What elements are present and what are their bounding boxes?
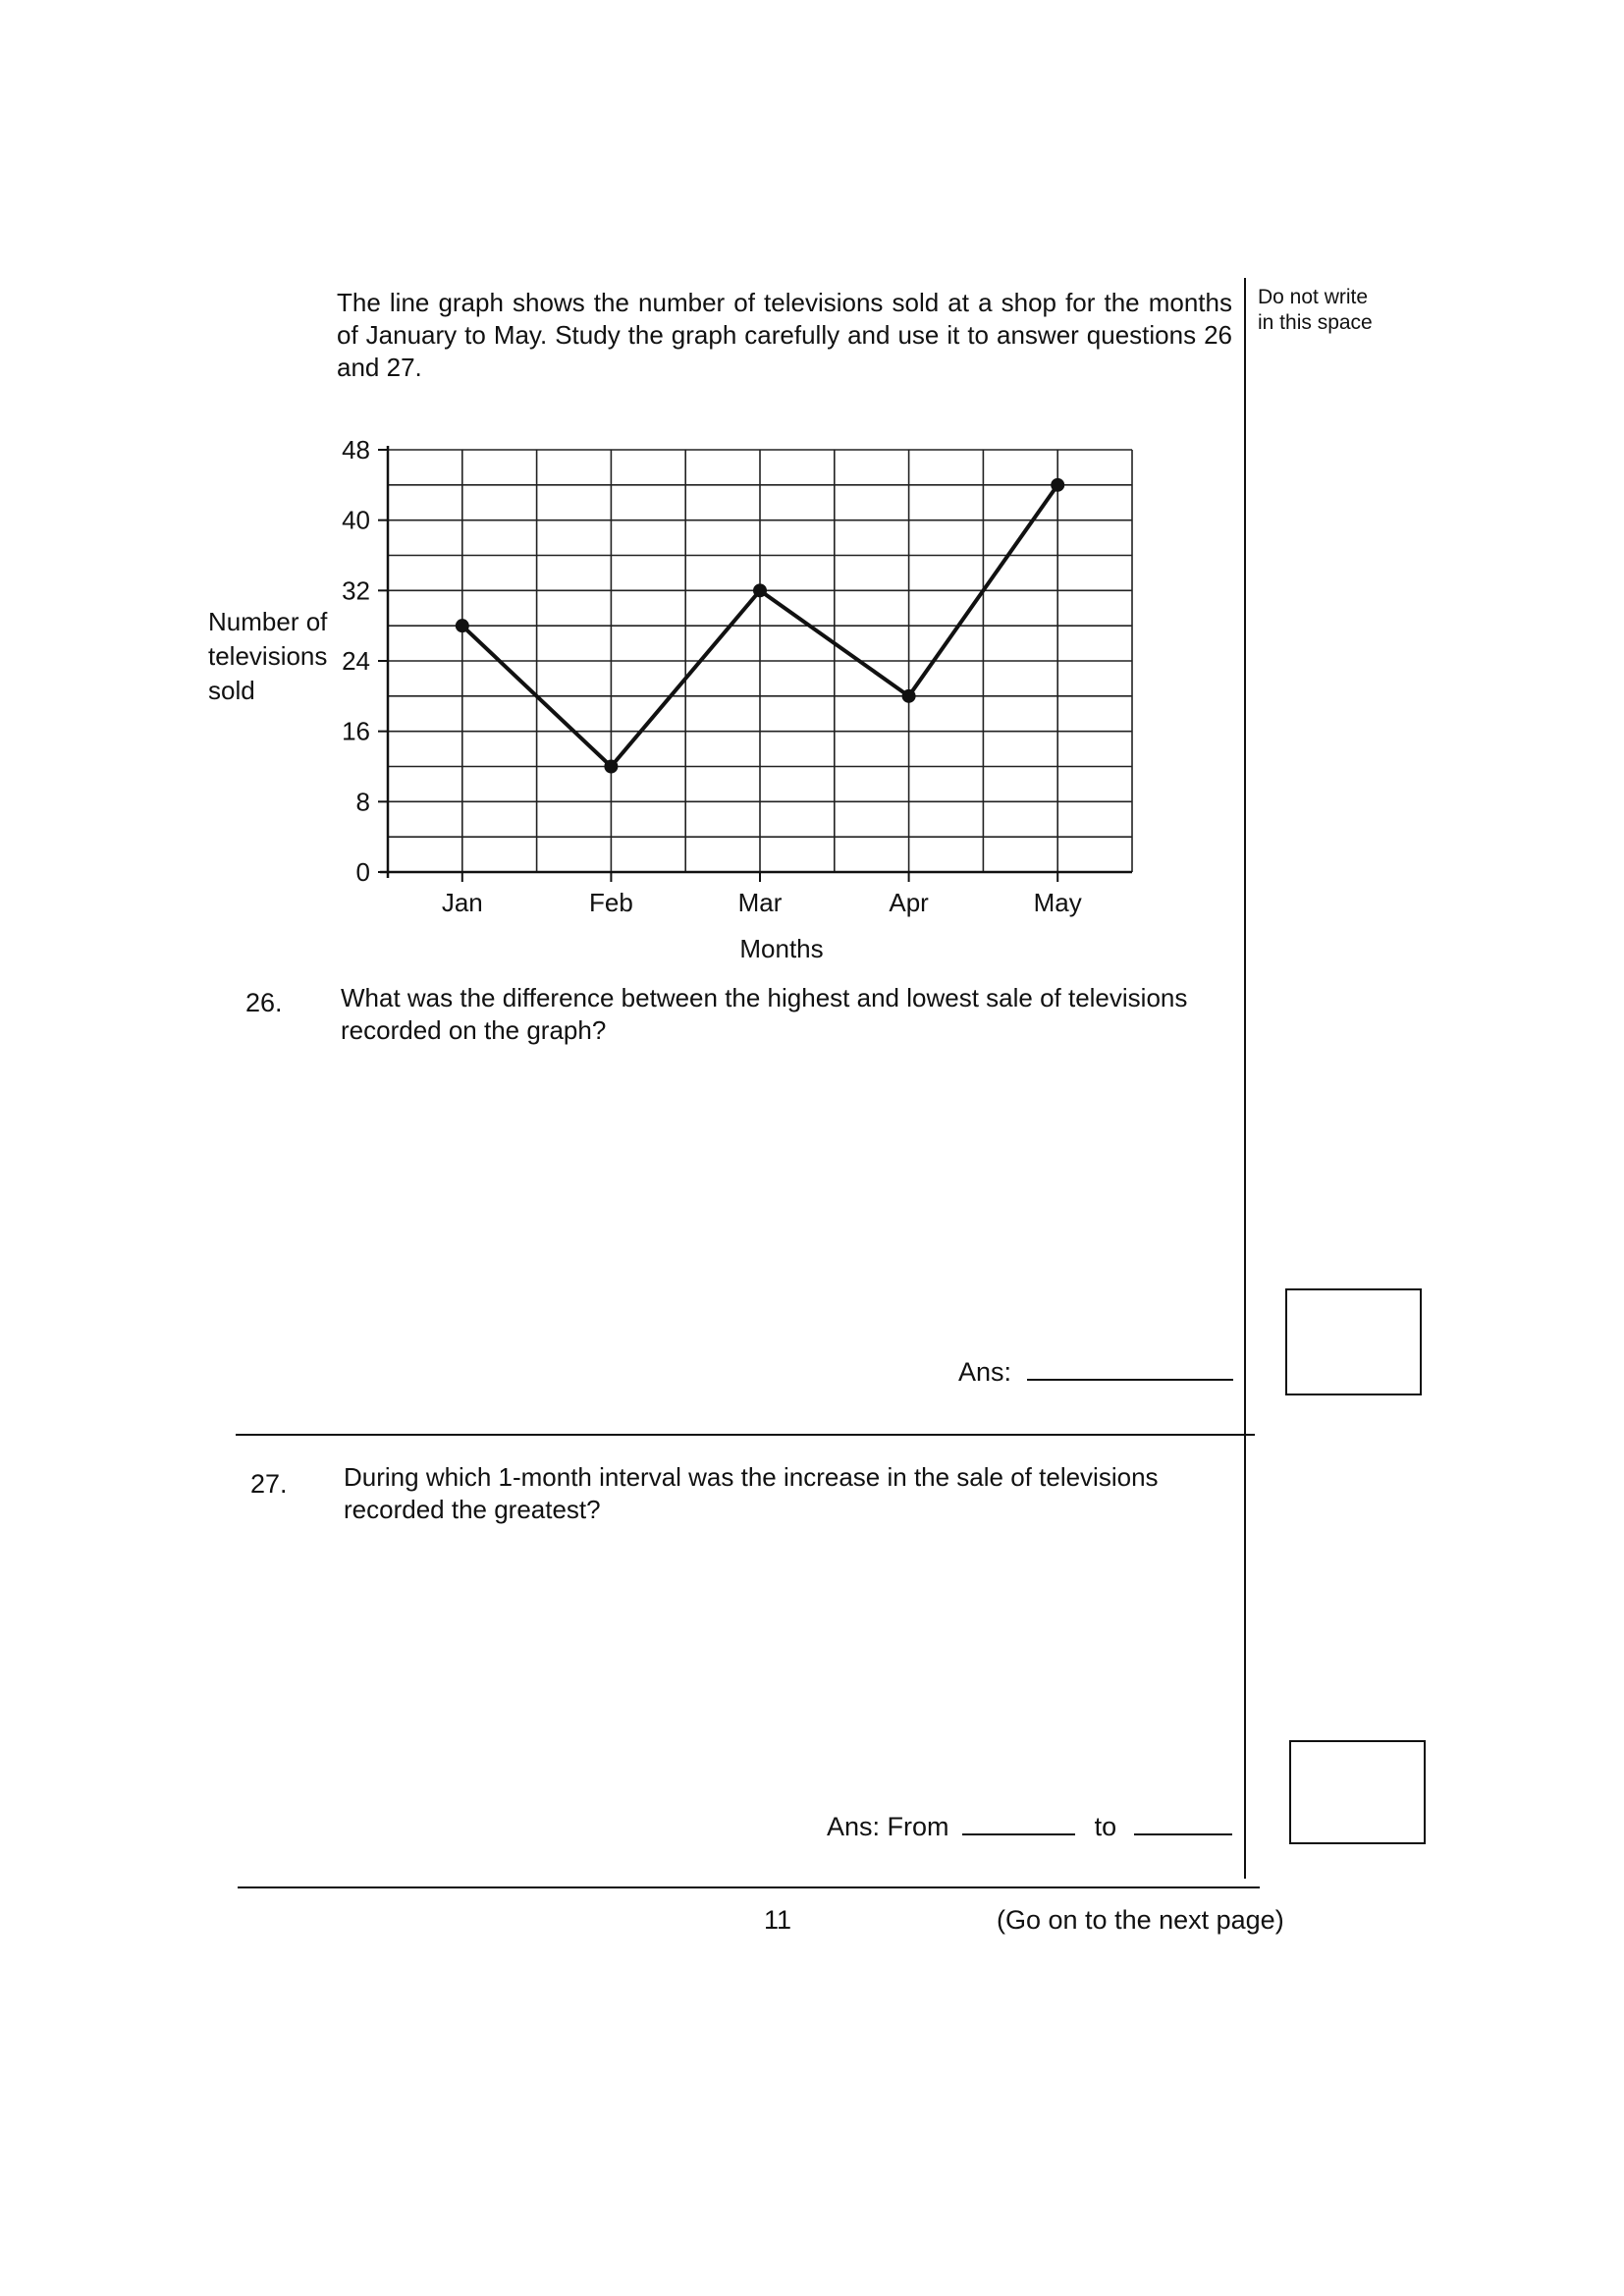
- y-tick-labels: [342, 435, 370, 887]
- answer-27: [827, 1812, 1232, 1842]
- y-tick-label: 24: [342, 646, 370, 676]
- line-chart: [0, 0, 1624, 982]
- y-axis-label: [208, 607, 328, 705]
- intro-paragraph: The line graph shows the number of televisions sold at a shop for the months of January to May. Study the graph carefully and use it to answer questions 26 and 27.: [337, 288, 1232, 382]
- answer-26-label: Ans:: [958, 1357, 1012, 1387]
- answer-27-to-blank[interactable]: [1134, 1833, 1232, 1835]
- page-number: 11: [764, 1905, 792, 1935]
- x-axis-label: Months: [739, 934, 824, 963]
- x-tick-label: May: [1033, 888, 1082, 917]
- y-axis-label-line: sold: [208, 676, 255, 705]
- y-tick-label: 16: [342, 716, 370, 746]
- y-tick-label: 32: [342, 575, 370, 606]
- question-divider: [236, 1434, 1255, 1436]
- margin-note-line-1: Do not write: [1258, 286, 1369, 308]
- y-tick-label: 0: [355, 857, 370, 887]
- marks-box-26: [1285, 1288, 1422, 1395]
- x-tick-labels: [442, 888, 1082, 917]
- answer-26-blank[interactable]: [1027, 1379, 1233, 1381]
- y-tick-label: 8: [355, 787, 370, 817]
- bottom-rule: [238, 1886, 1260, 1888]
- answer-27-from-blank[interactable]: [962, 1833, 1075, 1835]
- question-27-text: During which 1-month interval was the increase in the sale of televisions recorded the greatest?: [344, 1462, 1159, 1524]
- y-axis-label-line: Number of: [208, 607, 328, 636]
- answer-27-label: Ans: From: [827, 1812, 949, 1841]
- y-axis-label-line: televisions: [208, 641, 328, 671]
- x-tick-label: Feb: [588, 888, 633, 917]
- x-tick-label: Mar: [737, 888, 783, 917]
- x-tick-label: Apr: [889, 888, 929, 917]
- data-point: [1051, 478, 1064, 492]
- data-point: [604, 760, 618, 774]
- y-tick-label: 48: [342, 435, 370, 465]
- data-point: [456, 619, 469, 632]
- question-27-number: 27.: [250, 1469, 288, 1499]
- answer-27-connector: to: [1094, 1812, 1117, 1841]
- chart-axes: [378, 446, 1132, 882]
- next-page-note: (Go on to the next page): [997, 1905, 1284, 1935]
- answer-26: [958, 1357, 1233, 1388]
- data-point: [753, 583, 767, 597]
- y-tick-label: 40: [342, 505, 370, 535]
- data-point: [902, 689, 916, 703]
- question-26-text: What was the difference between the highest and lowest sale of televisions recorded on the graph?: [341, 983, 1188, 1045]
- margin-note-line-2: in this space: [1258, 311, 1373, 334]
- x-tick-label: Jan: [441, 888, 483, 917]
- marks-box-27: [1289, 1740, 1426, 1844]
- question-26-number: 26.: [245, 988, 283, 1017]
